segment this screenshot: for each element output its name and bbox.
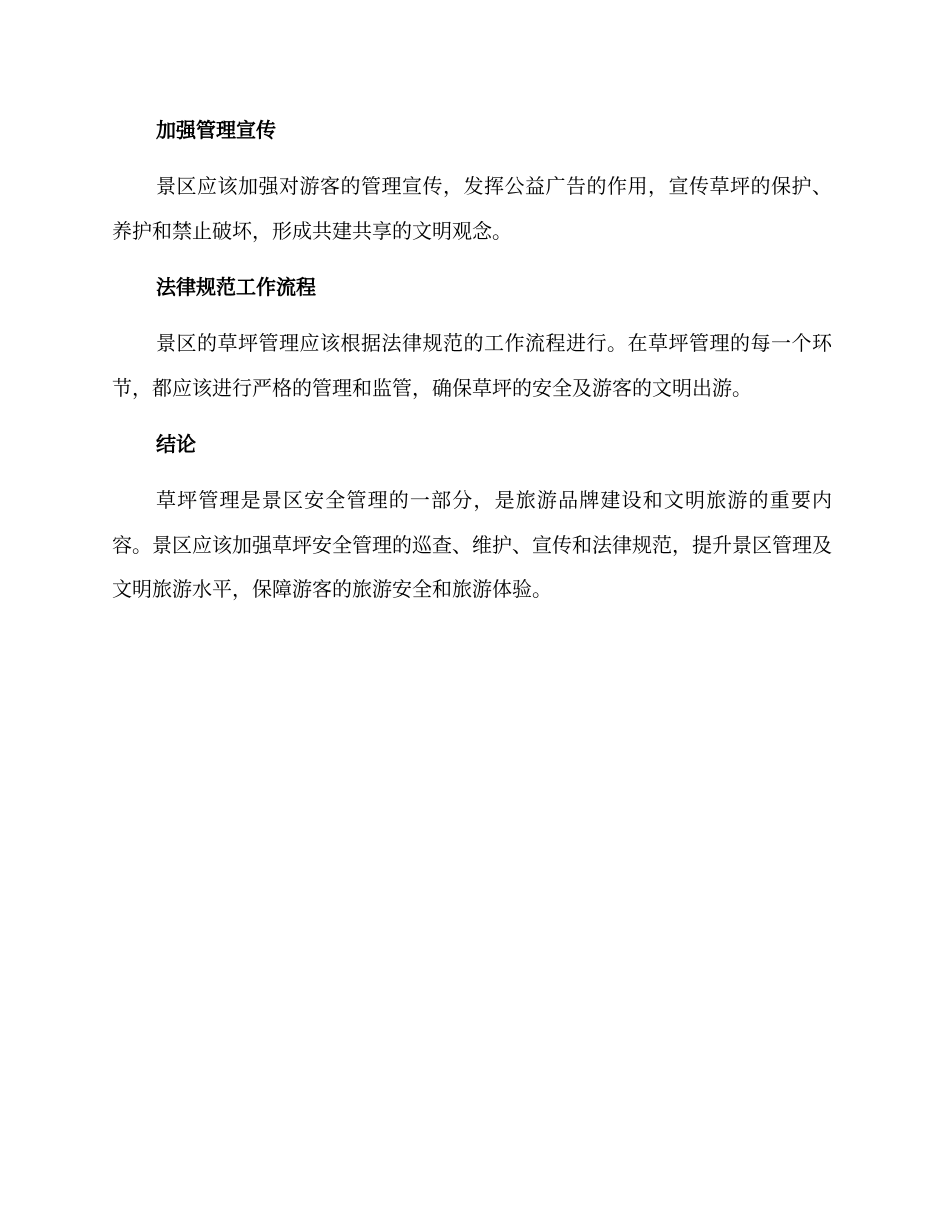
section-heading-publicity: 加强管理宣传 [156, 118, 276, 142]
section-body-legal-workflow: 景区的草坪管理应该根据法律规范的工作流程进行。在草坪管理的每一个环节，都应该进行严格的管理和监管，确保草坪的安全及游客的文明出游。 [112, 331, 832, 400]
section-body-conclusion: 草坪管理是景区安全管理的一部分，是旅游品牌建设和文明旅游的重要内容。景区应该加强草坪安全管理的巡查、维护、宣传和法律规范，提升景区管理及文明旅游水平，保障游客的旅游安全和旅游体验。 [112, 488, 832, 601]
section-heading-legal-workflow: 法律规范工作流程 [156, 275, 316, 299]
document-page [112, 108, 832, 624]
section-heading-conclusion: 结论 [156, 432, 196, 456]
section-body-publicity: 景区应该加强对游客的管理宣传，发挥公益广告的作用，宣传草坪的保护、养护和禁止破坏，形成共建共享的文明观念。 [112, 174, 832, 243]
